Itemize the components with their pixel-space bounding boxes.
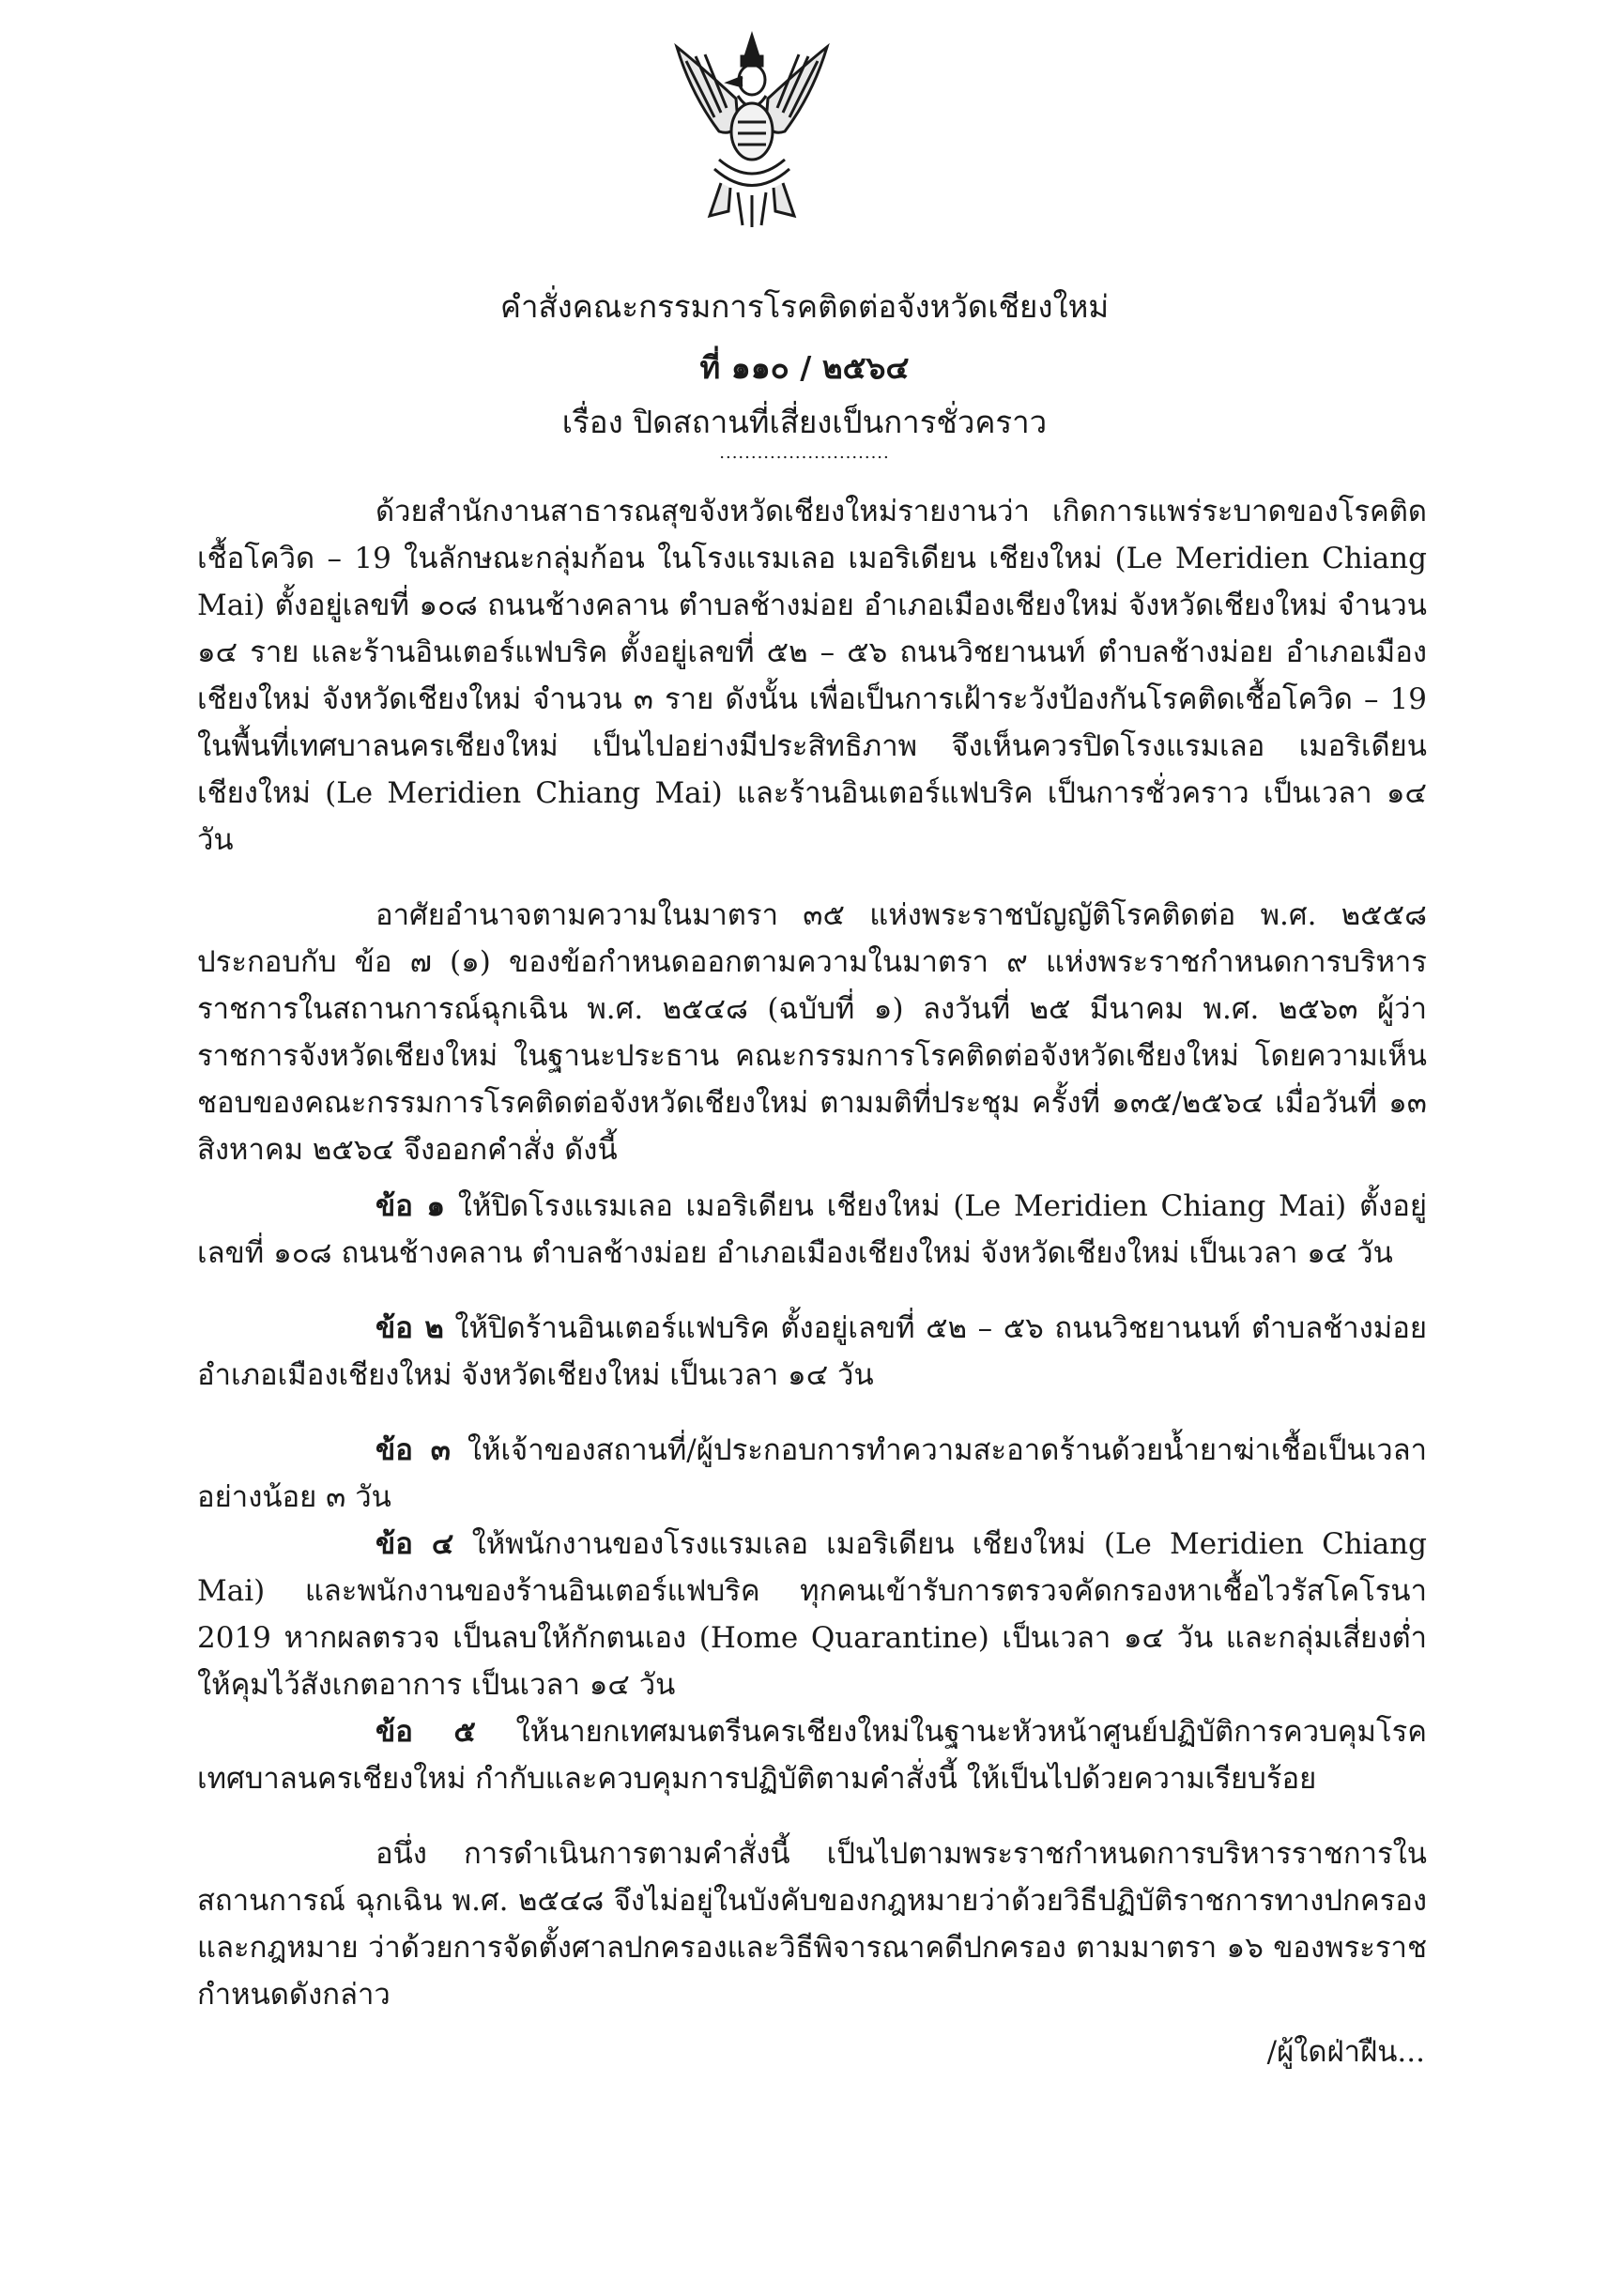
- order-body: [197, 488, 1427, 2018]
- clause-text: ให้ปิดโรงแรมเลอ เมอริเดียน เชียงใหม่ (Le Meridien Chiang Mai) ตั้งอยู่เลขที่ ๑๐๘ ถนนช้างคลาน ตำบลช้างม่อย อำเภอเมืองเชียงใหม่ จังหวัดเชียงใหม่ เป็นเวลา ๑๔ วัน: [197, 1189, 1428, 1270]
- paragraph-authority: อาศัยอำนาจตามความในมาตรา ๓๕ แห่งพระราชบัญญัติโรคติดต่อ พ.ศ. ๒๕๕๘ ประกอบกับ ข้อ ๗ (๑) ของข้อกำหนดออกตามความในมาตรา ๙ แห่งพระราชกำหนดการบริหารราชการในสถานการณ์ฉุกเฉิน พ.ศ. ๒๕๔๘ (ฉบับที่ ๑) ลงวันที่ ๒๕ มีนาคม พ.ศ. ๒๕๖๓ ผู้ว่าราชการจังหวัดเชียงใหม่ ในฐานะประธาน คณะกรรมการโรคติดต่อจังหวัดเชียงใหม่ โดยความเห็นชอบของคณะกรรมการโรคติดต่อจังหวัดเชียงใหม่ ตามมติที่ประชุม ครั้งที่ ๑๓๕/๒๕๖๔ เมื่อวันที่ ๑๓ สิงหาคม ๒๕๖๔ จึงออกคำสั่ง ดังนี้: [197, 898, 1427, 1167]
- clause-label: ข้อ ๔: [375, 1527, 454, 1561]
- clause-text: ให้เจ้าของสถานที่/ผู้ประกอบการทำความสะอาดร้านด้วยน้ำยาฆ่าเชื้อเป็นเวลา อย่างน้อย ๓ วัน: [197, 1433, 1427, 1514]
- clause-text: ให้ปิดร้านอินเตอร์แฟบริค ตั้งอยู่เลขที่ ๕๒ – ๕๖ ถนนวิชยานนท์ ตำบลช้างม่อย อำเภอเมืองเชียงใหม่ จังหวัดเชียงใหม่ เป็นเวลา ๑๔ วัน: [197, 1311, 1427, 1392]
- clause-text: ให้พนักงานของโรงแรมเลอ เมอริเดียน เชียงใหม่ (Le Meridien Chiang Mai) และพนักงานของร้านอินเตอร์แฟบริค ทุกคนเข้ารับการตรวจคัดกรองหาเชื้อไวรัสโคโรนา 2019 หากผลตรวจ เป็นลบให้กักตนเอง (Home Quarantine) เป็นเวลา ๑๔ วัน และกลุ่มเสี่ยงต่ำให้คุมไว้สังเกตอาการ เป็นเวลา ๑๔ วัน: [197, 1527, 1427, 1702]
- paragraph-closing: อนึ่ง การดำเนินการตามคำสั่งนี้ เป็นไปตามพระราชกำหนดการบริหารราชการในสถานการณ์ ฉุกเฉิน พ.ศ. ๒๕๔๘ จึงไม่อยู่ในบังคับของกฎหมายว่าด้วยวิธีปฏิบัติราชการทางปกครอง และกฎหมาย ว่าด้วยการจัดตั้งศาลปกครองและวิธีพิจารณาคดีปกครอง ตามมาตรา ๑๖ ของพระราชกำหนดดังกล่าว: [197, 1837, 1427, 2012]
- clause-text: ให้นายกเทศมนตรีนครเชียงใหม่ในฐานะหัวหน้าศูนย์ปฏิบัติการควบคุมโรค เทศบาลนครเชียงใหม่ กำกับและควบคุมการปฏิบัติตามคำสั่งนี้ ให้เป็นไปด้วยความเรียบร้อย: [197, 1715, 1427, 1796]
- clause-label: ข้อ ๓: [375, 1433, 451, 1467]
- clause-5: [197, 1708, 1427, 1802]
- garuda-emblem-icon: [663, 28, 841, 235]
- clause-label: ข้อ ๕: [375, 1715, 476, 1749]
- continuation-marker: /ผู้ใดฝ่าฝืน...: [1266, 2035, 1425, 2069]
- clause-3: [197, 1427, 1427, 1521]
- clause-label: ข้อ ๒: [375, 1311, 444, 1345]
- clause-label: ข้อ ๑: [375, 1189, 446, 1223]
- order-number: ที่ ๑๑๐ / ๒๕๖๔: [699, 349, 910, 386]
- clause-1: [197, 1183, 1427, 1277]
- order-title: คำสั่งคณะกรรมการโรคติดต่อจังหวัดเชียงใหม่: [499, 288, 1110, 325]
- order-subject: เรื่อง ปิดสถานที่เสี่ยงเป็นการชั่วคราว: [561, 404, 1048, 440]
- clause-4: [197, 1521, 1427, 1708]
- paragraph-background: ด้วยสำนักงานสาธารณสุขจังหวัดเชียงใหม่รายงานว่า เกิดการแพร่ระบาดของโรคติดเชื้อโควิด – 19 ในลักษณะกลุ่มก้อน ในโรงแรมเลอ เมอริเดียน เชียงใหม่ (Le Meridien Chiang Mai) ตั้งอยู่เลขที่ ๑๐๘ ถนนช้างคลาน ตำบลช้างม่อย อำเภอเมืองเชียงใหม่ จังหวัดเชียงใหม่ จำนวน ๑๔ ราย และร้านอินเตอร์แฟบริค ตั้งอยู่เลขที่ ๕๒ – ๕๖ ถนนวิชยานนท์ ตำบลช้างม่อย อำเภอเมืองเชียงใหม่ จังหวัดเชียงใหม่ จำนวน ๓ ราย ดังนั้น เพื่อเป็นการเฝ้าระวังป้องกันโรคติดเชื้อโควิด – 19 ในพื้นที่เทศบาลนครเชียงใหม่ เป็นไปอย่างมีประสิทธิภาพ จึงเห็นควรปิดโรงแรมเลอ เมอริเดียน เชียงใหม่ (Le Meridien Chiang Mai) และร้านอินเตอร์แฟบริค เป็นการชั่วคราว เป็นเวลา ๑๔ วัน: [197, 495, 1427, 857]
- clause-2: [197, 1305, 1427, 1399]
- title-divider: ...........................: [719, 443, 890, 463]
